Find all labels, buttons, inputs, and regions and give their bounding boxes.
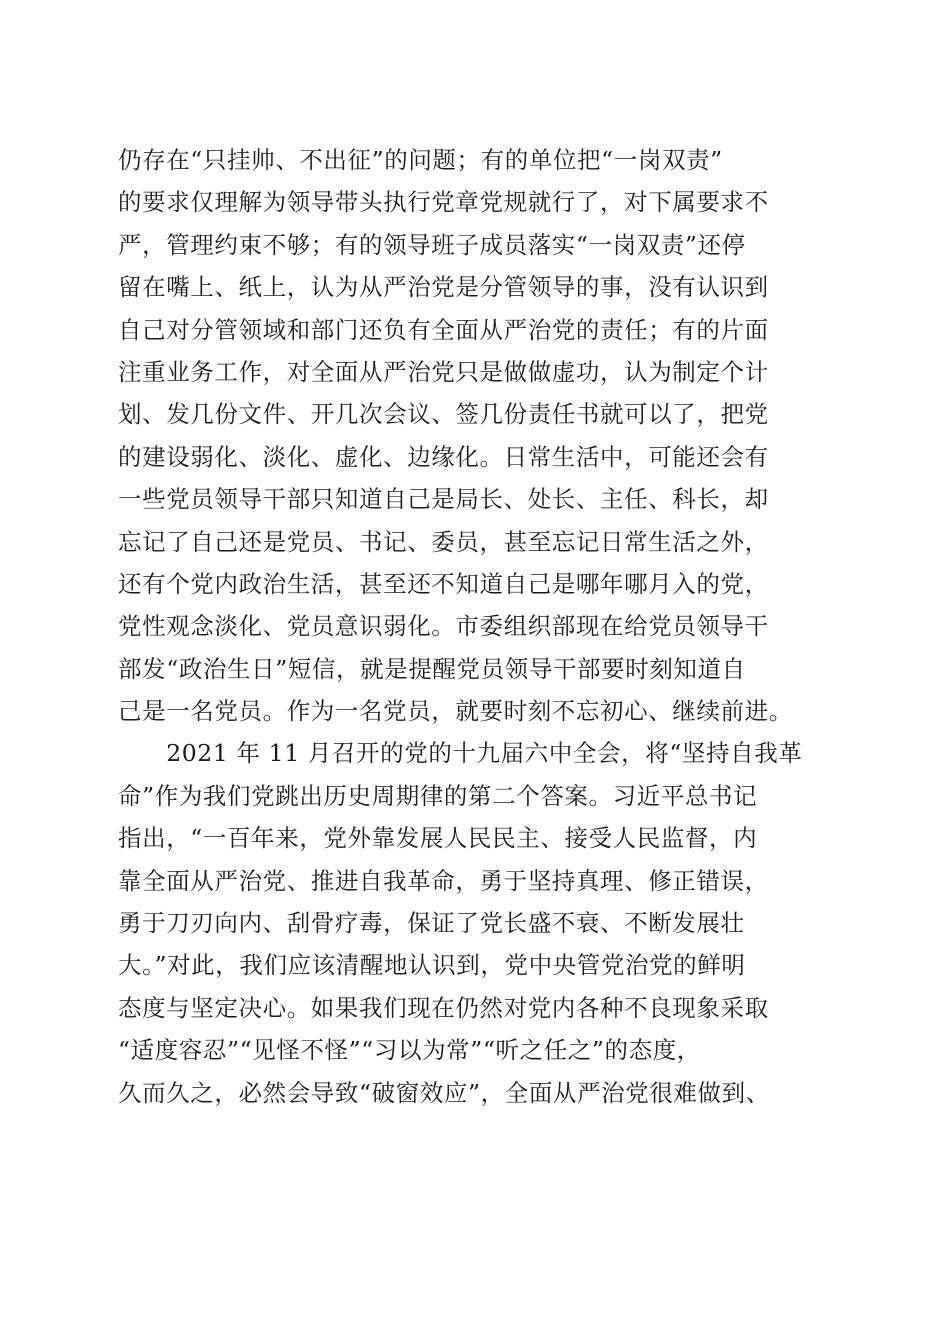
text-line: 勇于刀刃向内、刮骨疗毒，保证了党长盛不衰、不断发展壮 (118, 909, 745, 938)
text-line: 命”作为我们党跳出历史周期律的第二个答案。习近平总书记 (118, 781, 758, 810)
text-line: 态度与坚定决心。如果我们现在仍然对党内各种不良现象采取 (118, 993, 769, 1022)
text-line: 划、发几份文件、开几次会议、签几份责任书就可以了，把党 (118, 400, 769, 429)
body-text (118, 139, 838, 1114)
text-line: 严，管理约束不够；有的领导班子成员落实“一岗双责”还停 (118, 230, 746, 259)
text-line: 党性观念淡化、党员意识弱化。市委组织部现在给党员领导干 (118, 612, 769, 641)
text-line: 大。”对此，我们应该清醒地认识到，党中央管党治党的鲜明 (118, 951, 746, 980)
text-line: 部发“政治生日”短信，就是提醒党员领导干部要时刻知道自 (118, 654, 746, 683)
text-line: “适度容忍”“见怪不怪”“习以为常”“听之任之”的态度， (118, 1036, 701, 1065)
text-line: 靠全面从严治党、推进自我革命，勇于坚持真理、修正错误， (118, 866, 769, 895)
paragraph-start-line: 2021 年 11 月召开的党的十九届六中全会，将“坚持自我革 (118, 739, 803, 768)
text-line: 自己对分管领域和部门还负有全面从严治党的责任；有的片面 (118, 315, 769, 344)
text-line: 一些党员领导干部只知道自己是局长、处长、主任、科长，却 (118, 485, 769, 514)
text-line: 注重业务工作，对全面从严治党只是做做虚功，认为制定个计 (118, 357, 769, 386)
text-line: 指出，“一百年来，党外靠发展人民民主、接受人民监督，内 (118, 824, 758, 853)
text-line: 仍存在“只挂帅、不出征”的问题；有的单位把“一岗双责” (118, 146, 723, 174)
text-line: 的要求仅理解为领导带头执行党章党规就行了，对下属要求不 (118, 188, 769, 217)
text-line: 久而久之，必然会导致“破窗效应”，全面从严治党很难做到、 (118, 1078, 770, 1107)
text-line: 还有个党内政治生活，甚至还不知道自己是哪年哪月入的党， (118, 569, 769, 598)
text-line: 忘记了自己还是党员、书记、委员，甚至忘记日常生活之外， (118, 527, 769, 556)
text-line: 己是一名党员。作为一名党员，就要时刻不忘初心、继续前进。 (118, 697, 793, 726)
text-line: 的建设弱化、淡化、虚化、边缘化。日常生活中，可能还会有 (118, 442, 769, 471)
text-line: 留在嘴上、纸上，认为从严治党是分管领导的事，没有认识到 (118, 273, 769, 302)
